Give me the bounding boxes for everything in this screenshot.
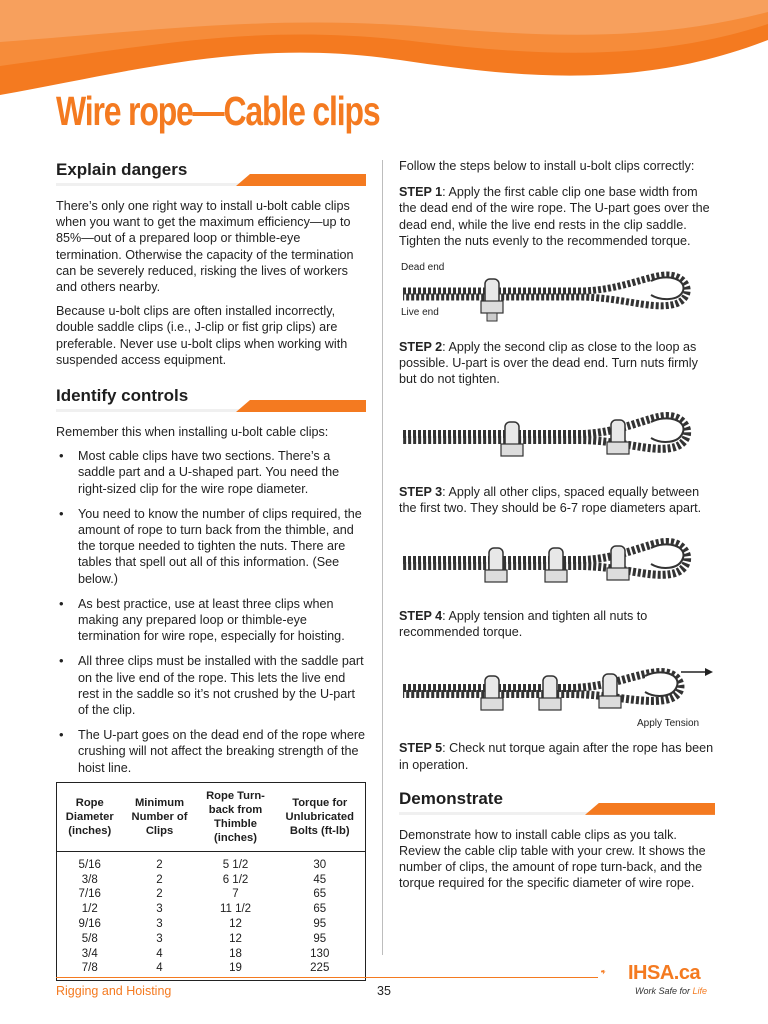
right-column bbox=[399, 158, 715, 900]
list-item: • Most cable clips have two sections. There’s a saddle part and a U-shaped part. You need the right-sized clip for the wire rope diameter. bbox=[56, 448, 366, 497]
table-row bbox=[57, 851, 366, 872]
table-cell: 11 1/2 bbox=[219, 903, 252, 916]
arrow-head-icon bbox=[705, 668, 713, 676]
cable-clip-table bbox=[56, 782, 366, 981]
table-header: Rope Diameter (inches) bbox=[57, 782, 123, 851]
live-end-label: Live end bbox=[401, 307, 439, 319]
table-row bbox=[57, 887, 366, 902]
step-label: STEP 2 bbox=[399, 340, 443, 355]
heading-accent-bar bbox=[585, 803, 715, 815]
table-header: Minimum Number of Clips bbox=[123, 782, 197, 851]
step-2 bbox=[399, 339, 715, 388]
table-cell: 30 bbox=[313, 858, 327, 871]
step-text: : Apply all other clips, spaced equally between the first two. They should be 6-7 rope diameters apart. bbox=[399, 484, 702, 515]
ihsa-logo-icon bbox=[600, 962, 626, 986]
table-header: Torque for Unlubricated Bolts (ft-lb) bbox=[275, 782, 366, 851]
header-swoosh bbox=[0, 0, 768, 95]
table-cell: 95 bbox=[313, 932, 327, 945]
table-cell: 2 bbox=[156, 858, 163, 871]
table-cell: 95 bbox=[313, 918, 327, 931]
left-column bbox=[56, 158, 366, 981]
footer-section-name: Rigging and Hoisting bbox=[56, 984, 172, 998]
table-header-row bbox=[57, 782, 366, 851]
step-text: : Check nut torque again after the rope has been in operation. bbox=[399, 741, 714, 772]
demonstrate-text: Demonstrate how to install cable clips as you talk. Review the cable clip table with your crew. It shows the number of clips, the amount of rope turn-back, and the torque required for the specific diameter of wire rope. bbox=[399, 827, 706, 891]
controls-intro: Remember this when installing u-bolt cable clips: bbox=[56, 425, 329, 440]
step-2-illustration bbox=[399, 396, 715, 476]
step-3-illustration bbox=[399, 524, 715, 600]
step-text: : Apply the first cable clip one base width from the dead end of the wire rope. The U-part goes over the dead end, while the live end rests in the clip saddle. Tighten the nuts evenly to the recommended torque. bbox=[399, 185, 710, 248]
controls-list bbox=[56, 448, 366, 776]
step-label: STEP 3 bbox=[399, 484, 443, 499]
apply-tension-label: Apply Tension bbox=[637, 718, 700, 730]
page-title: Wire rope—Cable clips bbox=[56, 88, 380, 134]
list-item: • You need to know the number of clips required, the amount of rope to turn back from the thimble, and the torque needed to tighten the nuts. There are tables that spell out all of this information. (See below.) bbox=[56, 506, 366, 587]
table-cell: 65 bbox=[313, 888, 327, 901]
table-cell: 1/2 bbox=[81, 903, 98, 916]
table-cell: 2 bbox=[156, 873, 163, 886]
step-label: STEP 4 bbox=[399, 609, 443, 624]
step-text: : Apply the second clip as close to the loop as possible. U-part is over the dead end. Turn nuts firmly but do not tighten. bbox=[399, 340, 698, 387]
footer-rule bbox=[56, 977, 598, 978]
table-cell: 65 bbox=[313, 903, 327, 916]
table-cell: 7/16 bbox=[78, 888, 101, 901]
table-cell: 5/16 bbox=[78, 858, 101, 871]
step-4-illustration bbox=[399, 648, 715, 732]
table-cell: 4 bbox=[156, 962, 163, 975]
section-header-controls bbox=[56, 384, 366, 412]
table-cell: 3 bbox=[156, 903, 163, 916]
table-cell: 6 1/2 bbox=[222, 873, 249, 886]
table-cell: 225 bbox=[310, 962, 330, 975]
step-4 bbox=[399, 608, 715, 640]
table-row bbox=[57, 917, 366, 932]
table-cell: 3 bbox=[156, 918, 163, 931]
table-cell: 7/8 bbox=[81, 962, 98, 975]
table-cell: 18 bbox=[229, 947, 242, 960]
steps-intro: Follow the steps below to install u-bolt clips correctly: bbox=[399, 159, 695, 173]
step-label: STEP 5 bbox=[399, 741, 443, 756]
table-row bbox=[57, 873, 366, 888]
step-label: STEP 1 bbox=[399, 185, 443, 200]
demonstrate-heading: Demonstrate bbox=[399, 787, 513, 811]
dangers-paragraph-1: There’s only one right way to install u-bolt cable clips when you want to get the maximum efficiency—up to 85%—out of a prepared loop or thimble-eye termination. Otherwise the capacity of the termination can be severely reduced, risking the lives of workers and others nearby. bbox=[56, 199, 354, 295]
list-item: • The U-part goes on the dead end of the rope where crushing will not affect the breaking strength of the hoist line. bbox=[56, 727, 366, 776]
table-row bbox=[57, 932, 366, 947]
section-header-demonstrate bbox=[399, 787, 715, 815]
section-header-dangers bbox=[56, 158, 366, 186]
table-cell: 12 bbox=[229, 918, 242, 931]
step-1-illustration bbox=[399, 257, 715, 331]
controls-heading: Identify controls bbox=[56, 384, 198, 408]
list-item: • All three clips must be installed with the saddle part on the live end of the rope. This lets the live end rest in the saddle so it’s not crushed by the U-part of the clip. bbox=[56, 653, 366, 718]
table-cell: 19 bbox=[229, 962, 242, 975]
table-cell: 12 bbox=[229, 932, 242, 945]
tagline-life: Life bbox=[692, 986, 708, 996]
logo-text: IHSA.ca bbox=[628, 962, 701, 984]
step-5 bbox=[399, 740, 715, 772]
column-divider bbox=[382, 160, 383, 955]
table-cell: 3/8 bbox=[81, 873, 98, 886]
step-3 bbox=[399, 484, 715, 516]
list-item: • As best practice, use at least three clips when making any prepared loop or thimble-eye termination for wire rope, especially for hoisting. bbox=[56, 596, 366, 645]
logo-tagline bbox=[635, 986, 707, 996]
dangers-heading: Explain dangers bbox=[56, 158, 197, 182]
table-cell: 5 1/2 bbox=[222, 858, 249, 871]
table-row bbox=[57, 902, 366, 917]
table-cell: 9/16 bbox=[78, 918, 101, 931]
page-number: 35 bbox=[377, 984, 391, 998]
table-cell: 2 bbox=[156, 888, 163, 901]
table-cell: 3 bbox=[156, 932, 163, 945]
table-cell: 45 bbox=[313, 873, 327, 886]
step-1 bbox=[399, 184, 715, 249]
table-header: Rope Turn-back from Thimble (inches) bbox=[197, 782, 275, 851]
table-cell: 130 bbox=[310, 947, 330, 960]
heading-accent-bar bbox=[236, 174, 366, 186]
table-cell: 4 bbox=[156, 947, 163, 960]
dangers-paragraph-2: Because u-bolt clips are often installed incorrectly, double saddle clips (i.e., J-clip or fist grip clips) are preferable. Never use u-bolt clips when working with suspended access equipment. bbox=[56, 304, 348, 367]
step-text: : Apply tension and tighten all nuts to recommended torque. bbox=[399, 609, 648, 640]
table-cell: 5/8 bbox=[81, 932, 98, 945]
table-cell: 7 bbox=[232, 888, 239, 901]
table-cell: 3/4 bbox=[81, 947, 98, 960]
dead-end-label: Dead end bbox=[401, 262, 445, 274]
tagline-part: Work Safe for bbox=[635, 986, 693, 996]
heading-accent-bar bbox=[236, 400, 366, 412]
table-row bbox=[57, 947, 366, 962]
